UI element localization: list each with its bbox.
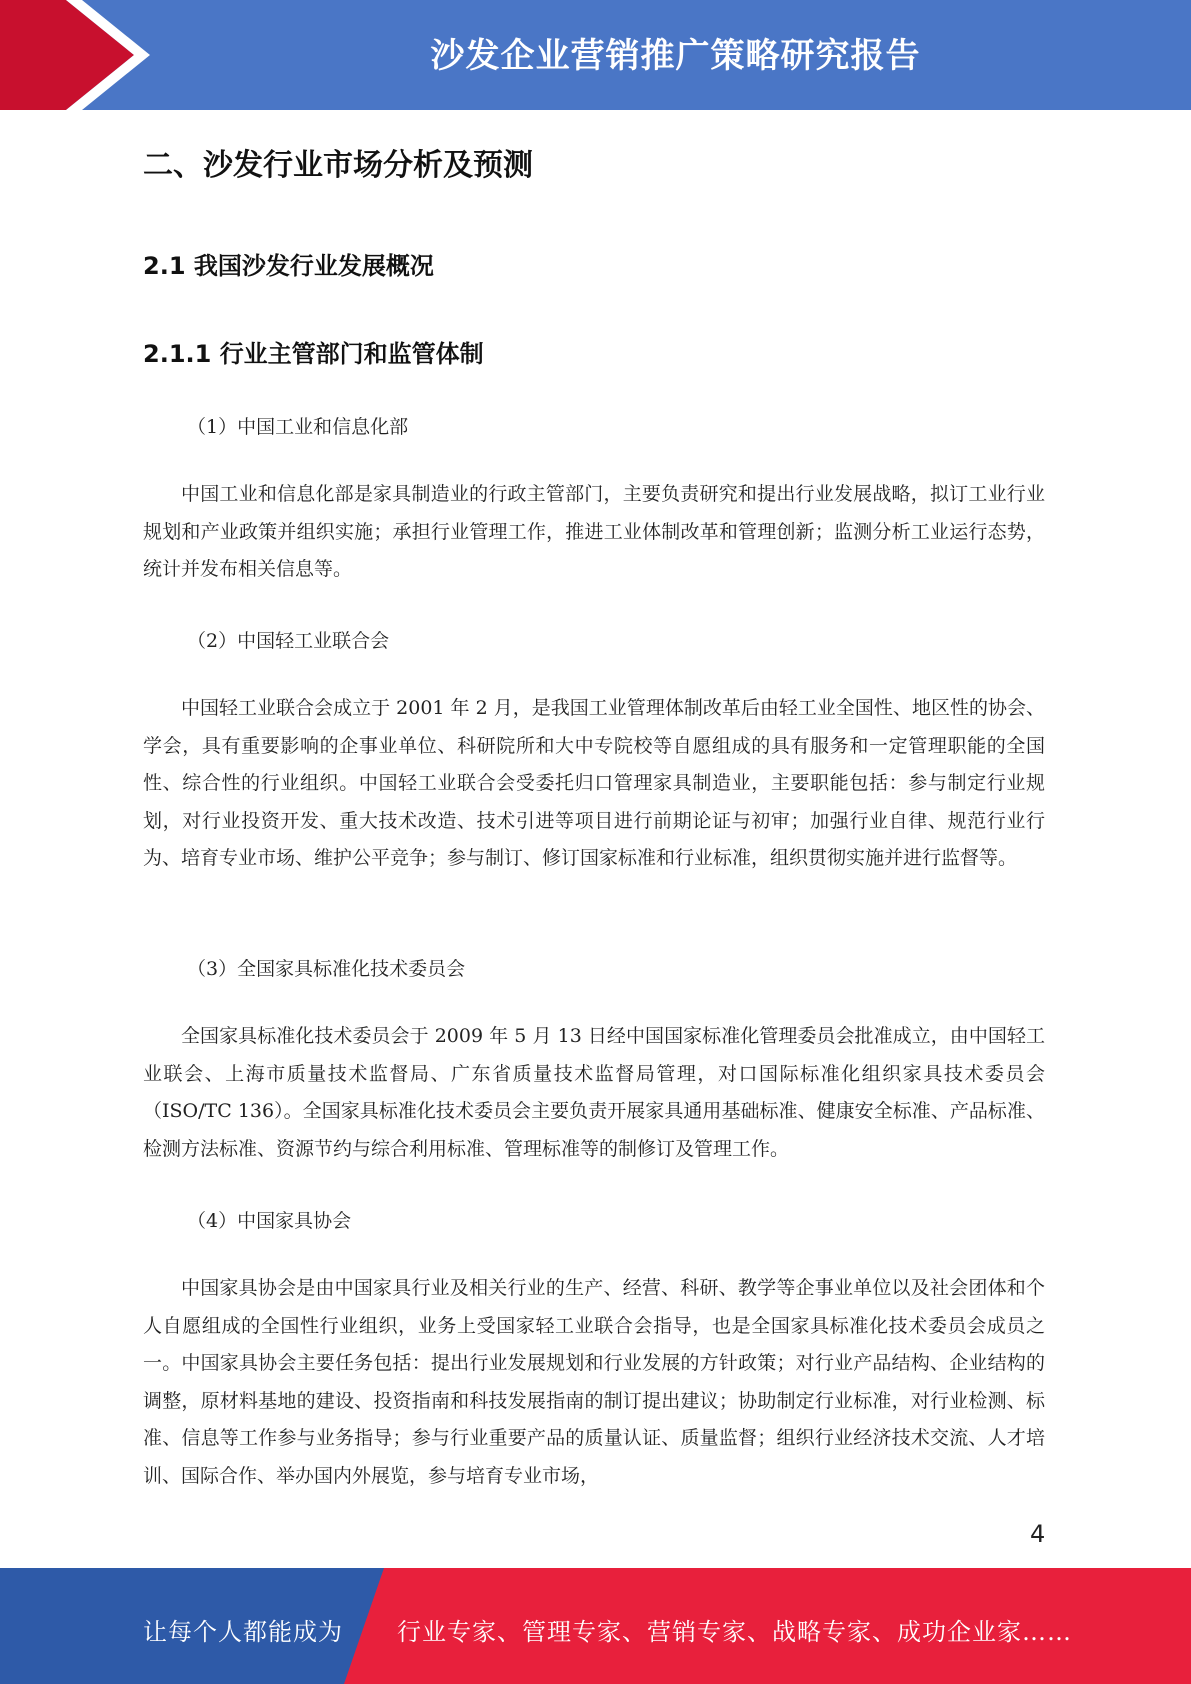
item-paragraph-3: 全国家具标准化技术委员会于 2009 年 5 月 13 日经中国国家标准化管理委员会批准成立，由中国轻工业联会、上海市质量技术监督局、广东省质量技术监督局管理，对口国际标准化组织家具技术委员会（ISO/TC 136）。全国家具标准化技术委员会主要负责开展家具通用基础标准、健康安全标准、产品标准、检测方法标准、资源节约与综合利用标准、管理标准等的制修订及管理工作。: [143, 1025, 1045, 1160]
subsubsection-title: 2.1.1 行业主管部门和监管体制: [143, 340, 484, 368]
item-paragraph-2: 中国轻工业联合会成立于 2001 年 2 月，是我国工业管理体制改革后由轻工业全国性、地区性的协会、学会，具有重要影响的企事业单位、科研院所和大中专院校等自愿组成的具有服务和一定管理职能的全国性、综合性的行业组织。中国轻工业联合会受委托归口管理家具制造业，主要职能包括：参与制定行业规划，对行业投资开发、重大技术改造、技术引进等项目进行前期论证与初审；加强行业自律、规范行业行为、培育专业市场、维护公平竞争；参与制订、修订国家标准和行业标准，组织贯彻实施并进行监督等。: [143, 697, 1045, 869]
item-heading-3: （3）全国家具标准化技术委员会: [187, 958, 466, 980]
section-title: 二、沙发行业市场分析及预测: [143, 148, 533, 183]
item-heading-1: （1）中国工业和信息化部: [187, 416, 409, 438]
header-title: 沙发企业营销推广策略研究报告: [430, 36, 921, 76]
item-heading-2: （2）中国轻工业联合会: [187, 630, 390, 652]
subsection-title: 2.1 我国沙发行业发展概况: [143, 252, 434, 280]
item-heading-4: （4）中国家具协会: [187, 1210, 352, 1232]
header-red-arrow-shape: [0, 0, 134, 110]
item-paragraph-1: 中国工业和信息化部是家具制造业的行政主管部门，主要负责研究和提出行业发展战略，拟订工业行业规划和产业政策并组织实施；承担行业管理工作，推进工业体制改革和管理创新；监测分析工业运行态势，统计并发布相关信息等。: [143, 483, 1045, 580]
footer-banner: [0, 1568, 1191, 1684]
item-paragraph-4: 中国家具协会是由中国家具行业及相关行业的生产、经营、科研、教学等企事业单位以及社会团体和个人自愿组成的全国性行业组织，业务上受国家轻工业联合会指导，也是全国家具标准化技术委员会成员之一。中国家具协会主要任务包括：提出行业发展规划和行业发展的方针政策；对行业产品结构、企业结构的调整，原材料基地的建设、投资指南和科技发展指南的制订提出建议；协助制定行业标准，对行业检测、标准、信息等工作参与业务指导；参与行业重要产品的质量认证、质量监督；组织行业经济技术交流、人才培训、国际合作、举办国内外展览，参与培育专业市场，: [143, 1277, 1045, 1487]
footer-slogan-right: 行业专家、管理专家、营销专家、战略专家、成功企业家……: [397, 1618, 1072, 1646]
page-number: 4: [1030, 1520, 1046, 1548]
footer-slogan-left: 让每个人都能成为: [143, 1618, 343, 1646]
header-banner: [0, 0, 1191, 110]
